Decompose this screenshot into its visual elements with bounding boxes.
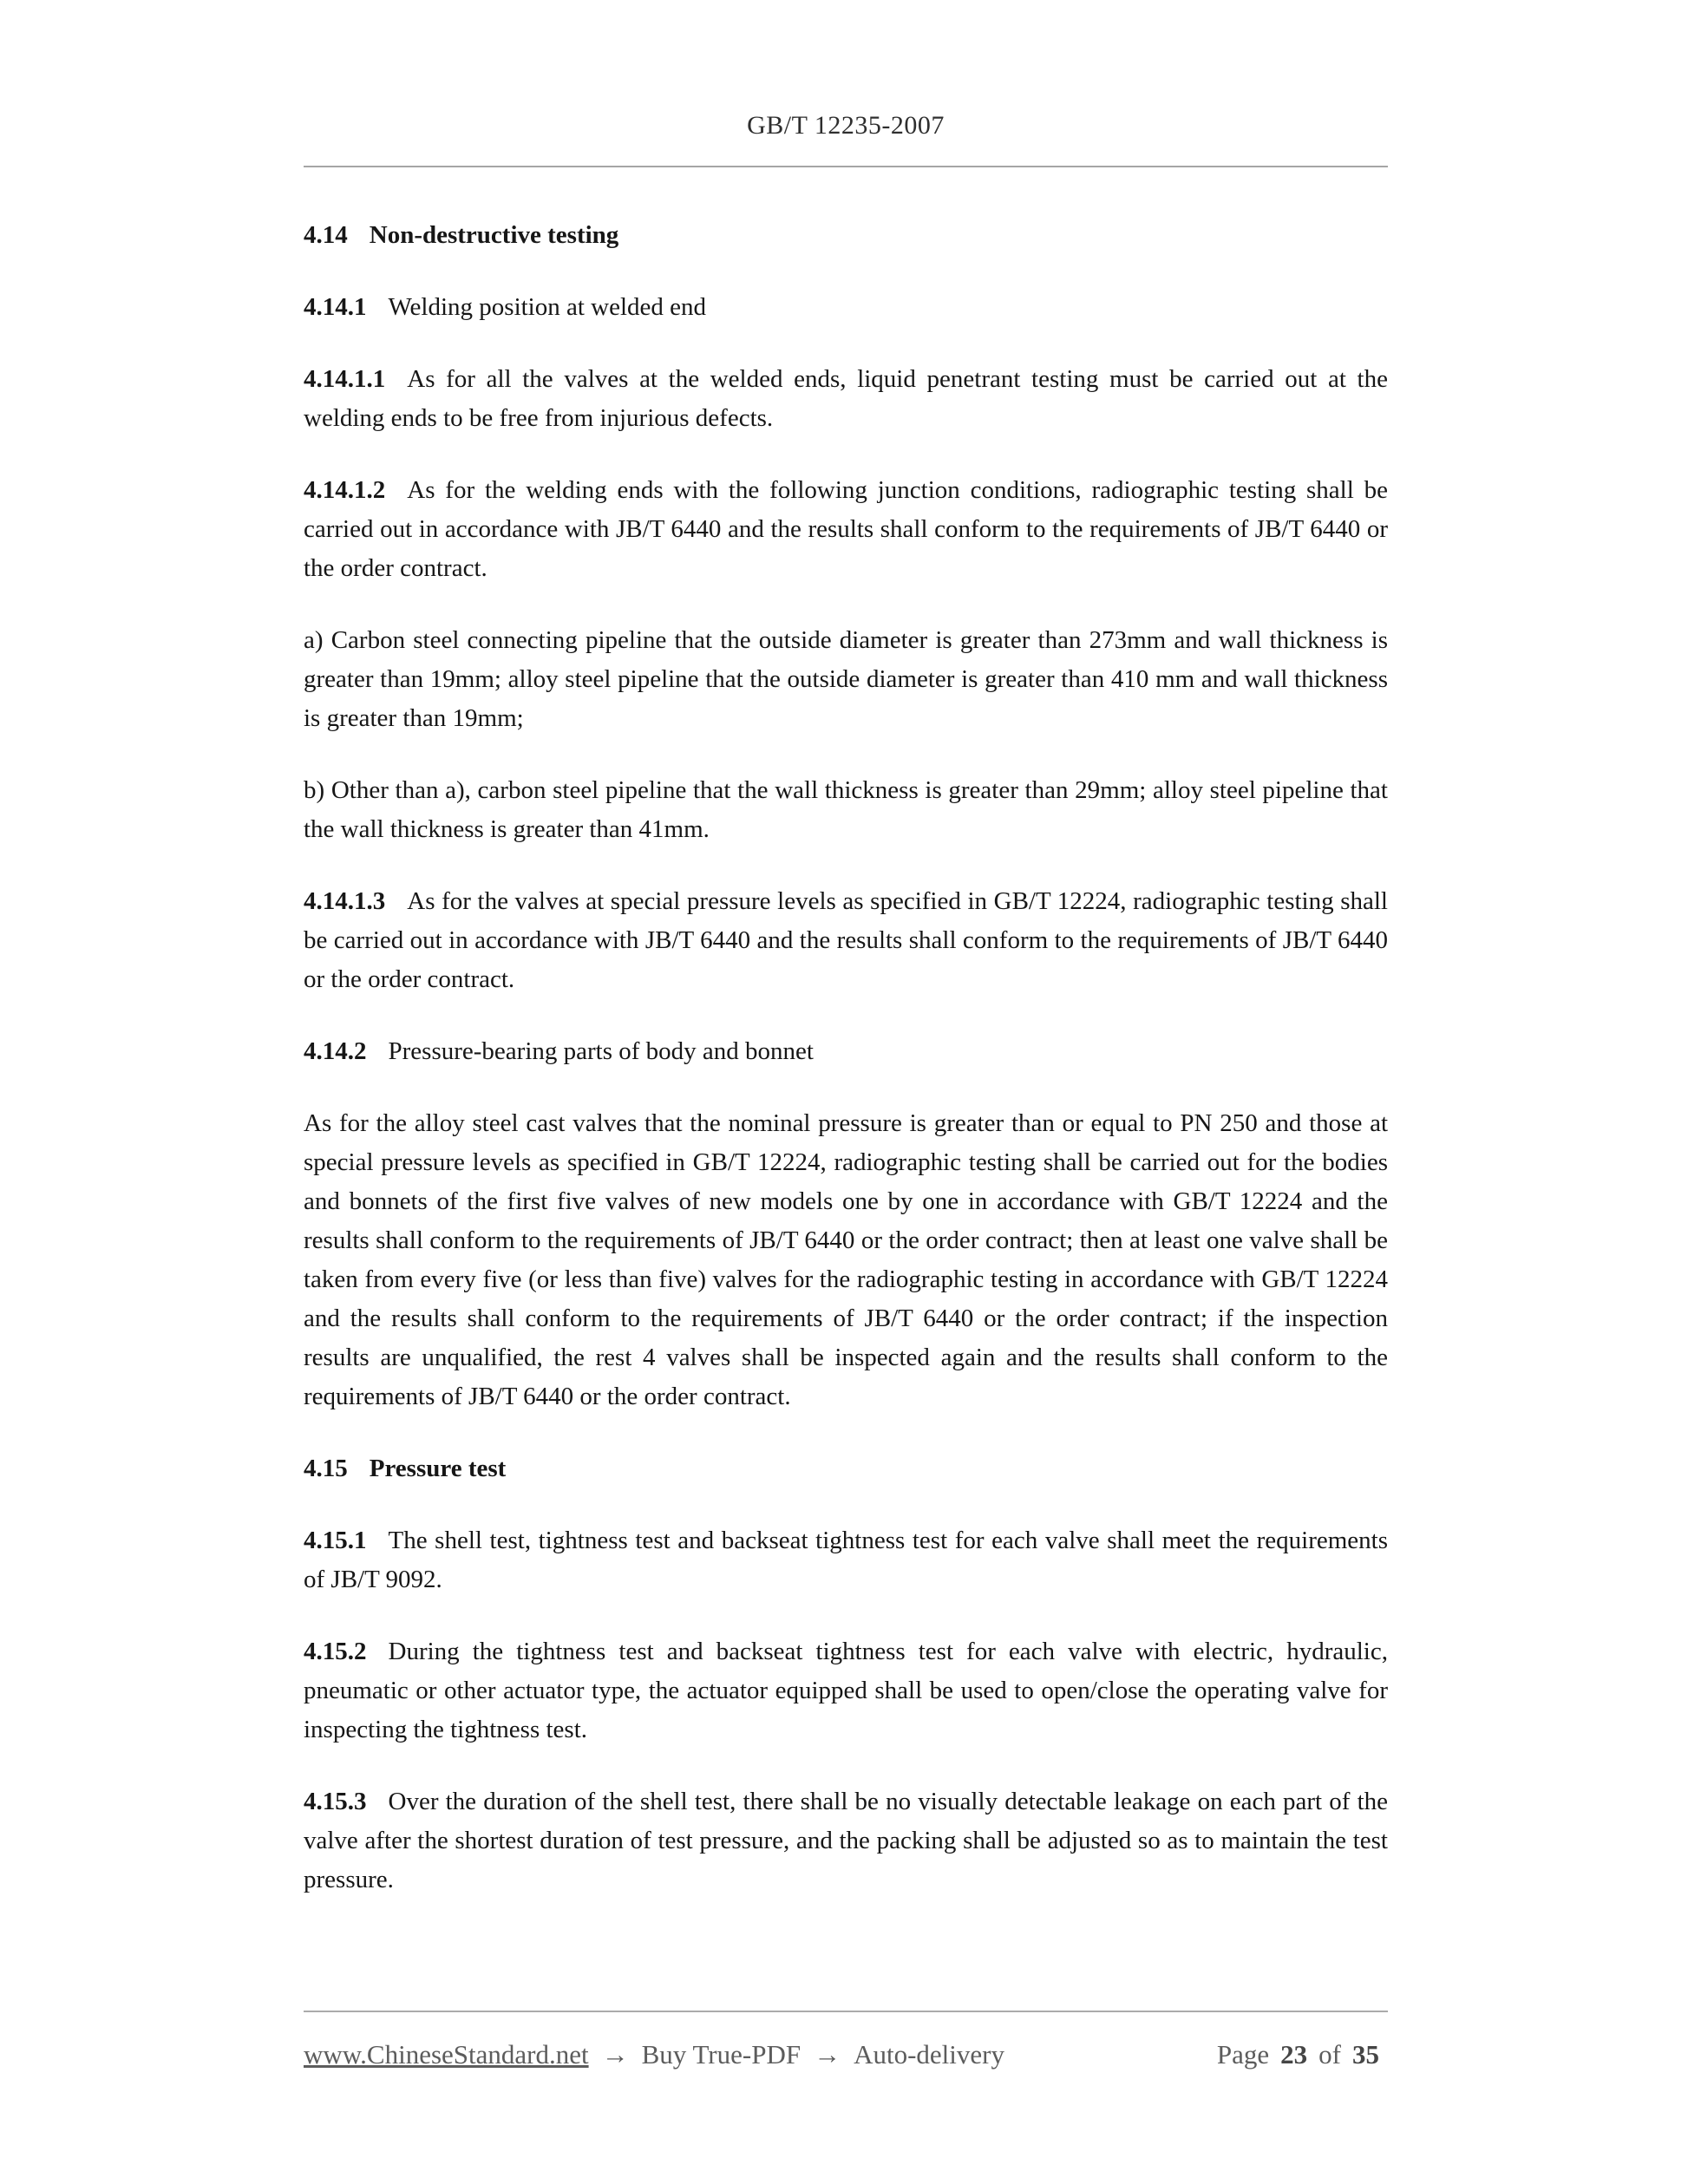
heading-4-14-2 (304, 1032, 1388, 1071)
section-title: Pressure-bearing parts of body and bonnet (388, 1037, 814, 1065)
heading-4-14 (304, 216, 1388, 255)
clause-text: As for the alloy steel cast valves that the nominal pressure is greater than or equal to PN 250 and those at special pressure levels as specified in GB/T 12224, radiographic testing shall be carried out for the bodies and bonnets of the first five valves of new models one by one in accordance with GB/T 12224 and the results shall conform to the requirements of JB/T 6440 or the order contract; then at least one valve shall be taken from every five (or less than five) valves for the radiographic testing in accordance with GB/T 12224 and the results shall conform to the requirements of JB/T 6440 or the order contract; if the inspection results are unqualified, the rest 4 valves shall be inspected again and the results shall conform to the requirements of JB/T 6440 or the order contract. (304, 1109, 1388, 1410)
para-4-14-2-body (304, 1104, 1388, 1416)
heading-4-14-1 (304, 288, 1388, 327)
section-number: 4.14.2 (304, 1037, 367, 1065)
clause-text: As for the welding ends with the following junction conditions, radiographic testing shall be carried out in accordance with JB/T 6440 and the results shall conform to the requirements of JB/T 6440 or the order contract. (304, 476, 1388, 582)
document-content (304, 0, 1388, 1900)
para-4-14-1-3 (304, 882, 1388, 999)
para-4-15-3 (304, 1782, 1388, 1900)
section-number: 4.14 (304, 221, 348, 249)
para-4-14-1-1 (304, 360, 1388, 438)
page-footer (304, 2011, 1388, 2073)
arrow-icon: → (814, 2039, 841, 2070)
clause-number: 4.15.1 (304, 1527, 367, 1554)
page-indicator (1217, 2037, 1388, 2073)
clause-text: As for the valves at special pressure levels as specified in GB/T 12224, radiographic testing shall be carried out in accordance with JB/T 6440 and the results shall conform to the requirements of JB/T 6440 or the order contract. (304, 887, 1388, 993)
clause-text: a) Carbon steel connecting pipeline that the outside diameter is greater than 273mm and wall thickness is greater than 19mm; alloy steel pipeline that the outside diameter is greater than 410 mm and wall thickness is greater than 19mm; (304, 626, 1388, 732)
page-label: Page (1216, 2039, 1270, 2070)
clause-number: 4.15.3 (304, 1788, 367, 1815)
para-4-15-1 (304, 1521, 1388, 1599)
clause-text: Over the duration of the shell test, there shall be no visually detectable leakage on each part of the valve after the shortest duration of test pressure, and the packing shall be adjusted so as to maintain the test pressure. (304, 1788, 1388, 1893)
footer-divider (304, 2011, 1388, 2012)
clause-text: As for all the valves at the welded ends, liquid penetrant testing must be carried out at the welding ends to be free from injurious defects. (304, 365, 1388, 432)
document-header-title: GB/T 12235-2007 (747, 111, 945, 140)
website-link[interactable]: www.ChineseStandard.net (304, 2039, 589, 2070)
heading-4-15 (304, 1449, 1388, 1488)
section-number: 4.14.1 (304, 293, 367, 321)
auto-delivery-label: Auto-delivery (854, 2039, 1004, 2070)
para-list-item-a (304, 621, 1388, 738)
clause-text: During the tightness test and backseat tightness test for each valve with electric, hydraulic, pneumatic or other actuator type, the actuator equipped shall be used to open/close the operating valve for inspecting the tightness test. (304, 1638, 1388, 1743)
para-4-15-2 (304, 1632, 1388, 1749)
clause-number: 4.15.2 (304, 1638, 367, 1665)
buy-true-pdf-label: Buy True-PDF (641, 2039, 801, 2070)
clause-text: b) Other than a), carbon steel pipeline that the wall thickness is greater than 29mm; alloy steel pipeline that the wall thickness is greater than 41mm. (304, 776, 1388, 843)
clause-number: 4.14.1.3 (304, 887, 386, 915)
header-divider (304, 166, 1388, 167)
footer-links (304, 2037, 1004, 2073)
section-title: Pressure test (369, 1455, 507, 1482)
clause-number: 4.14.1.1 (304, 365, 386, 393)
para-4-14-1-2 (304, 471, 1388, 588)
section-title: Welding position at welded end (388, 293, 707, 321)
page-total: 35 (1352, 2039, 1379, 2070)
section-title: Non-destructive testing (369, 221, 619, 249)
clause-text: The shell test, tightness test and backseat tightness test for each valve shall meet the requirements of JB/T 9092. (304, 1527, 1388, 1593)
arrow-icon: → (601, 2039, 629, 2070)
page-of-label: of (1318, 2039, 1341, 2070)
page-current: 23 (1280, 2039, 1308, 2070)
para-list-item-b (304, 771, 1388, 849)
clause-number: 4.14.1.2 (304, 476, 386, 504)
section-number: 4.15 (304, 1455, 348, 1482)
